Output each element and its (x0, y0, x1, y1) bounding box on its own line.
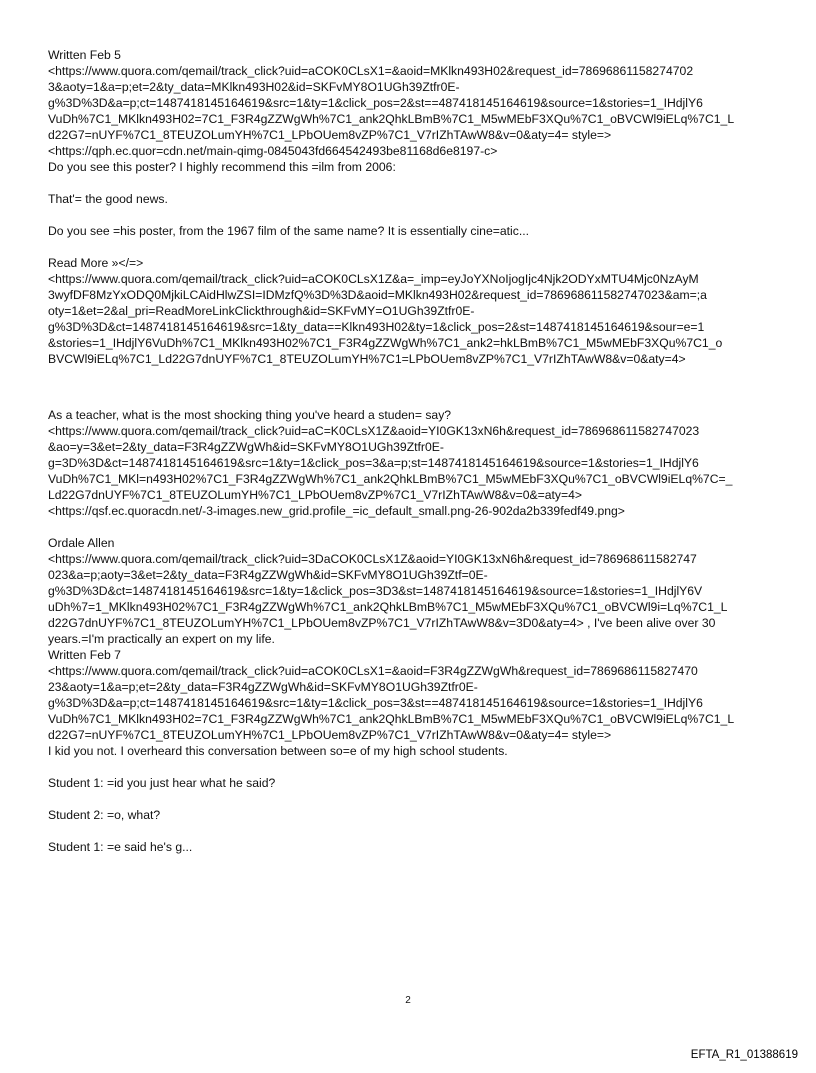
question-title[interactable]: As a teacher, what is the most shocking thing you've heard a studen= say? (48, 408, 452, 422)
link-line[interactable]: <https://www.quora.com/qemail/track_click?uid=aCOK0CLsX1=&aoid=MKlkn493H02&request_id=78696861158274702 (48, 64, 694, 78)
link-line[interactable]: d22G7=nUYF%7C1_8TEUZOLumYH%7C1_LPbOUem8vZP%7C1_V7rIZhTAwW8&v=0&aty=4= style=> (48, 128, 612, 142)
text-line: I kid you not. I overheard this conversation between so=e of my high school students. (48, 744, 508, 758)
image-link-line[interactable]: <https://qsf.ec.quoracdn.net/-3-images.new_grid.profile_=ic_default_small.png-26-902da2b339fedf49.png> (48, 504, 625, 518)
link-line[interactable]: d22G7dnUYF%7C1_8TEUZOLumYH%7C1_LPbOUem8vZP%7C1_V7rIZhTAwW8&v=3D0&aty=4> , I've been alive over 30 (48, 616, 716, 630)
link-line[interactable]: 3wyfDF8MzYxODQ0MjkiLCAidHlwZSI=IDMzfQ%3D%3D&aoid=MKlkn493H02&request_id=786968611582747023&am=;a (48, 288, 707, 302)
link-line[interactable]: g%3D%3D&ct=1487418145164619&src=1&ty_data==Klkn493H02&ty=1&click_pos=2&st=1487418145164619&sour=e=1 (48, 320, 705, 334)
link-line[interactable]: g%3D%3D&a=p;ct=1487418145164619&src=1&ty=1&click_pos=2&st==487418145164619&source=1&stories=1_IHdjlY6 (48, 96, 703, 110)
text-line: Student 1: =id you just hear what he said? (48, 776, 276, 790)
read-more-link[interactable]: Read More »</=> (48, 256, 144, 270)
link-line[interactable]: VuDh%7C1_MKlkn493H02=7C1_F3R4gZZWgWh%7C1_ank2QhkLBmB%7C1_M5wMEbF3XQu%7C1_oBVCWl9iELq%7C1_L (48, 712, 735, 726)
image-link-line[interactable]: <https://qph.ec.quor=cdn.net/main-qimg-0845043fd664542493be81168d6e8197-c> (48, 144, 498, 158)
link-line[interactable]: 23&aoty=1&a=p;et=2&ty_data=F3R4gZZWgWh&id=SKFvMY8O1UGh39Ztfr0E- (48, 680, 478, 694)
link-line[interactable]: uDh%7=1_MKlkn493H02%7C1_F3R4gZZWgWh%7C1_ank2QhkLBmB%7C1_M5wMEbF3XQu%7C1_oBVCWl9i=Lq%7C1_L (48, 600, 728, 614)
text-line: Do you see this poster? I highly recommend this =ilm from 2006: (48, 160, 396, 174)
text-line: Written Feb 7 (48, 648, 121, 662)
email-body (48, 47, 778, 855)
link-line[interactable]: d22G7=nUYF%7C1_8TEUZOLumYH%7C1_LPbOUem8vZP%7C1_V7rIZhTAwW8&v=0&aty=4= style=> (48, 728, 612, 742)
text-line: That'= the good news. (48, 192, 168, 206)
bates-number: EFTA_R1_01388619 (690, 1049, 798, 1061)
link-line[interactable]: <https://www.quora.com/qemail/track_click?uid=3DaCOK0CLsX1Z&aoid=YI0GK13xN6h&request_id=786968611582747 (48, 552, 697, 566)
link-line[interactable]: &stories=1_IHdjlY6VuDh%7C1_MKlkn493H02%7C1_F3R4gZZWgWh%7C1_ank2=hkLBmB%7C1_M5wMEbF3XQu%7C1_o (48, 336, 723, 350)
link-line[interactable]: <https://www.quora.com/qemail/track_click?uid=aCOK0CLsX1=&aoid=F3R4gZZWgWh&request_id=7869686115827470 (48, 664, 698, 678)
link-line[interactable]: VuDh%7C1_MKlkn493H02=7C1_F3R4gZZWgWh%7C1_ank2QhkLBmB%7C1_M5wMEbF3XQu%7C1_oBVCWl9iELq%7C1_L (48, 112, 735, 126)
author-name[interactable]: Ordale Allen (48, 536, 115, 550)
text-line: Student 2: =o, what? (48, 808, 161, 822)
link-line[interactable]: 023&a=p;aoty=3&et=2&ty_data=F3R4gZZWgWh&id=SKFvMY8O1UGh39Ztf=0E- (48, 568, 488, 582)
link-line[interactable]: BVCWl9iELq%7C1_Ld22G7dnUYF%7C1_8TEUZOLumYH%7C1=LPbOUem8vZP%7C1_V7rIZhTAwW8&v=0&aty=4> (48, 352, 686, 366)
link-line[interactable]: Ld22G7dnUYF%7C1_8TEUZOLumYH%7C1_LPbOUem8vZP%7C1_V7rIZhTAwW8&v=0&=aty=4> (48, 488, 583, 502)
link-line[interactable]: &ao=y=3&et=2&ty_data=F3R4gZZWgWh&id=SKFvMY8O1UGh39Ztfr0E- (48, 440, 444, 454)
link-line[interactable]: oty=1&et=2&al_pri=ReadMoreLinkClickthrough&id=SKFvMY=O1UGh39Ztfr0E- (48, 304, 475, 318)
link-line[interactable]: 3&aoty=1&a=p;et=2&ty_data=MKlkn493H02&id=SKFvMY8O1UGh39Ztfr0E- (48, 80, 460, 94)
link-line[interactable]: g%3D%3D&ct=1487418145164619&src=1&ty=1&click_pos=3D3&st=1487418145164619&source=1&stories=1_IHdjlY6V (48, 584, 703, 598)
page-number: 2 (405, 995, 411, 1006)
link-line[interactable]: g%3D%3D&a=p;ct=1487418145164619&src=1&ty=1&click_pos=3&st==487418145164619&source=1&stories=1_IHdjlY6 (48, 696, 703, 710)
text-line: Do you see =his poster, from the 1967 film of the same name? It is essentially cine=atic... (48, 224, 529, 238)
link-line[interactable]: g=3D%3D&ct=1487418145164619&src=1&ty=1&click_pos=3&a=p;st=1487418145164619&source=1&stories=1_IHdjlY6 (48, 456, 699, 470)
link-line[interactable]: <https://www.quora.com/qemail/track_click?uid=aCOK0CLsX1Z&a=_imp=eyJoYXNoIjogIjc4Njk2ODYxMTU4Mjc0NzAyM (48, 272, 699, 286)
text-line: Written Feb 5 (48, 48, 121, 62)
text-line: years.=I'm practically an expert on my life. (48, 632, 275, 646)
text-line: Student 1: =e said he's g... (48, 840, 193, 854)
link-line[interactable]: <https://www.quora.com/qemail/track_click?uid=aC=K0CLsX1Z&aoid=YI0GK13xN6h&request_id=786968611582747023 (48, 424, 700, 438)
link-line[interactable]: VuDh%7C1_MKl=n493H02%7C1_F3R4gZZWgWh%7C1_ank2QhkLBmB%7C1_M5wMEbF3XQu%7C1_oBVCWl9iELq%7C=_ (48, 472, 733, 486)
